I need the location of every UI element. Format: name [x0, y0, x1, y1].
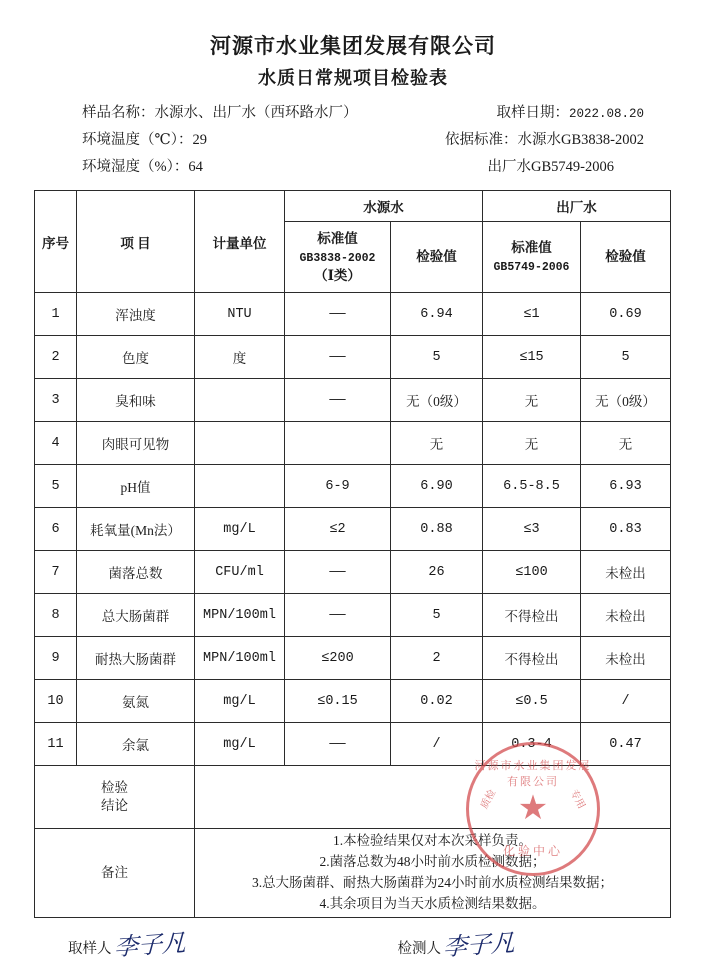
cell-source-value: 无	[391, 422, 483, 465]
cell-item: 耗氧量(Mn法）	[77, 508, 195, 551]
remark-line: 4.其余项目为当天水质检测结果数据。	[319, 896, 546, 912]
cell-unit	[195, 465, 285, 508]
cell-no: 5	[35, 465, 77, 508]
group-header-source-water: 水源水	[285, 191, 483, 222]
table-row	[35, 336, 671, 379]
cell-finished-standard: ≤1	[483, 293, 581, 336]
cell-finished-value: 无	[581, 422, 671, 465]
humidity-line	[82, 154, 203, 181]
cell-unit: mg/L	[195, 723, 285, 766]
table-row	[35, 637, 671, 680]
cell-finished-standard: ≤0.5	[483, 680, 581, 723]
cell-no: 2	[35, 336, 77, 379]
page-title: 水质日常规项目检验表	[258, 68, 448, 88]
cell-source-value: 26	[391, 551, 483, 594]
cell-unit: mg/L	[195, 680, 285, 723]
cell-finished-value: 未检出	[581, 637, 671, 680]
cell-source-value: 5	[391, 594, 483, 637]
cell-item: 肉眼可见物	[77, 422, 195, 465]
cell-source-standard: ——	[285, 336, 391, 379]
cell-finished-value: 0.69	[581, 293, 671, 336]
cell-no: 3	[35, 379, 77, 422]
sample-date-line	[496, 100, 662, 127]
sampler-signature	[68, 930, 186, 962]
cell-source-value: 无（0级）	[391, 379, 483, 422]
basis-line	[445, 127, 662, 154]
cell-unit: mg/L	[195, 508, 285, 551]
cell-source-standard: ——	[285, 551, 391, 594]
cell-finished-value: 6.93	[581, 465, 671, 508]
temperature-label: 环境温度（℃）：	[82, 131, 193, 148]
table-row	[35, 551, 671, 594]
cell-no: 7	[35, 551, 77, 594]
cell-finished-standard: 无	[483, 379, 581, 422]
table-group-header-row	[35, 191, 671, 222]
cell-source-standard: ——	[285, 723, 391, 766]
remark-body	[195, 829, 671, 918]
cell-unit	[195, 422, 285, 465]
cell-finished-value: 5	[581, 336, 671, 379]
sample-value: 水源水、出厂水（西环路水厂）	[154, 105, 358, 121]
cell-source-value: 6.94	[391, 293, 483, 336]
humidity-label: 环境湿度（%）：	[82, 158, 189, 175]
table-row	[35, 422, 671, 465]
remark-row	[35, 829, 671, 918]
cell-source-value: 0.02	[391, 680, 483, 723]
cell-finished-standard: ≤15	[483, 336, 581, 379]
cell-finished-standard: 6.5-8.5	[483, 465, 581, 508]
cell-source-value: 2	[391, 637, 483, 680]
cell-no: 6	[35, 508, 77, 551]
col-header-source-value: 检验值	[391, 222, 483, 293]
col-header-finished-standard	[483, 222, 581, 293]
tester-signature	[397, 930, 516, 962]
table-row	[35, 723, 671, 766]
stamp-arc-top: 河源市水业集团发展有限公司	[474, 760, 592, 788]
basis-value-finished: 出厂水GB5749-2006	[487, 158, 614, 175]
cell-item: 色度	[77, 336, 195, 379]
table-head	[35, 191, 671, 293]
group-header-finished-water: 出厂水	[483, 191, 671, 222]
cell-source-value: 0.88	[391, 508, 483, 551]
cell-no: 10	[35, 680, 77, 723]
conclusion-row	[35, 766, 671, 829]
conclusion-value	[195, 766, 671, 829]
cell-item: 臭和味	[77, 379, 195, 422]
cell-finished-value: 无（0级）	[581, 379, 671, 422]
cell-source-standard: ——	[285, 293, 391, 336]
tester-name: 李子凡	[442, 930, 516, 962]
table-row	[35, 293, 671, 336]
meta-block	[34, 100, 672, 180]
cell-finished-value: 0.83	[581, 508, 671, 551]
stamp-arc-bottom: 化验中心	[502, 844, 563, 858]
cell-item: 总大肠菌群	[77, 594, 195, 637]
remark-line: 1.本检验结果仅对本次采样负责。	[332, 833, 533, 849]
cell-item: pH值	[77, 465, 195, 508]
conclusion-label-line2: 结论	[101, 798, 128, 814]
remark-line: 2.菌落总数为48小时前水质检测数据；	[319, 854, 546, 870]
cell-source-standard: ——	[285, 594, 391, 637]
basis-value-source: 水源水GB3838-2002	[517, 131, 644, 148]
remark-label: 备注	[35, 829, 195, 918]
cell-finished-value: 未检出	[581, 551, 671, 594]
meta-row-temperature	[82, 127, 662, 154]
col-header-unit: 计量单位	[195, 191, 285, 293]
source-standard-line2: GB3838-2002	[299, 252, 376, 266]
sample-date-value: 2022.08.20	[568, 107, 644, 121]
cell-finished-standard: ≤3	[483, 508, 581, 551]
cell-item: 浑浊度	[77, 293, 195, 336]
company-name: 河源市水业集团发展有限公司	[210, 34, 496, 58]
temperature-value: 29	[192, 131, 207, 148]
cell-unit	[195, 379, 285, 422]
cell-source-standard	[285, 422, 391, 465]
cell-item: 氨氮	[77, 680, 195, 723]
sampler-label: 取样人	[68, 940, 112, 957]
conclusion-label-line1: 检验	[101, 779, 128, 795]
cell-source-standard: 6-9	[285, 465, 391, 508]
temperature-line	[82, 127, 207, 154]
cell-finished-value: 未检出	[581, 594, 671, 637]
cell-finished-standard: 不得检出	[483, 637, 581, 680]
water-quality-table	[34, 190, 671, 918]
basis-label: 依据标准：	[445, 131, 518, 148]
sample-line	[82, 100, 358, 127]
cell-finished-standard: 无	[483, 422, 581, 465]
cell-item: 耐热大肠菌群	[77, 637, 195, 680]
table-row	[35, 508, 671, 551]
cell-source-standard: ≤200	[285, 637, 391, 680]
table-row	[35, 680, 671, 723]
tester-label: 检测人	[397, 940, 441, 957]
cell-finished-value: /	[581, 680, 671, 723]
sampler-name: 李子凡	[113, 930, 186, 962]
cell-no: 1	[35, 293, 77, 336]
cell-finished-value: 0.47	[581, 723, 671, 766]
cell-item: 余氯	[77, 723, 195, 766]
cell-source-standard: ——	[285, 379, 391, 422]
finished-standard-line2: GB5749-2006	[493, 261, 570, 275]
meta-row-humidity	[82, 154, 662, 181]
stamp-arc-left: 质检	[479, 788, 499, 811]
cell-unit: MPN/100ml	[195, 594, 285, 637]
cell-finished-standard: ≤100	[483, 551, 581, 594]
signature-row	[34, 930, 672, 962]
cell-source-value: /	[391, 723, 483, 766]
table-row	[35, 379, 671, 422]
cell-unit: 度	[195, 336, 285, 379]
remark-line: 3.总大肠菌群、耐热大肠菌群为24小时前水质检测结果数据；	[251, 875, 614, 891]
cell-unit: MPN/100ml	[195, 637, 285, 680]
sample-date-label: 取样日期：	[496, 105, 569, 121]
source-standard-line3: （Ⅰ类）	[314, 267, 361, 283]
col-header-source-standard	[285, 222, 391, 293]
col-header-item: 项 目	[77, 191, 195, 293]
meta-row-sample	[82, 100, 662, 127]
table-body	[35, 293, 671, 918]
cell-source-standard: ≤0.15	[285, 680, 391, 723]
star-icon: ★	[517, 790, 549, 827]
table-row	[35, 594, 671, 637]
cell-source-standard: ≤2	[285, 508, 391, 551]
cell-no: 8	[35, 594, 77, 637]
stamp-arc-right: 专用	[567, 788, 587, 811]
table-row	[35, 465, 671, 508]
cell-finished-standard: 不得检出	[483, 594, 581, 637]
cell-item: 菌落总数	[77, 551, 195, 594]
sample-label: 样品名称：	[82, 105, 155, 121]
conclusion-label	[35, 766, 195, 829]
cell-unit: NTU	[195, 293, 285, 336]
col-header-finished-value: 检验值	[581, 222, 671, 293]
cell-no: 9	[35, 637, 77, 680]
cell-no: 11	[35, 723, 77, 766]
source-standard-line1: 标准值	[317, 230, 358, 246]
humidity-value: 64	[188, 158, 203, 175]
cell-finished-standard: 0.3-4	[483, 723, 581, 766]
cell-no: 4	[35, 422, 77, 465]
cell-unit: CFU/ml	[195, 551, 285, 594]
cell-source-value: 5	[391, 336, 483, 379]
cell-source-value: 6.90	[391, 465, 483, 508]
finished-standard-line1: 标准值	[511, 240, 552, 256]
col-header-no: 序号	[35, 191, 77, 293]
